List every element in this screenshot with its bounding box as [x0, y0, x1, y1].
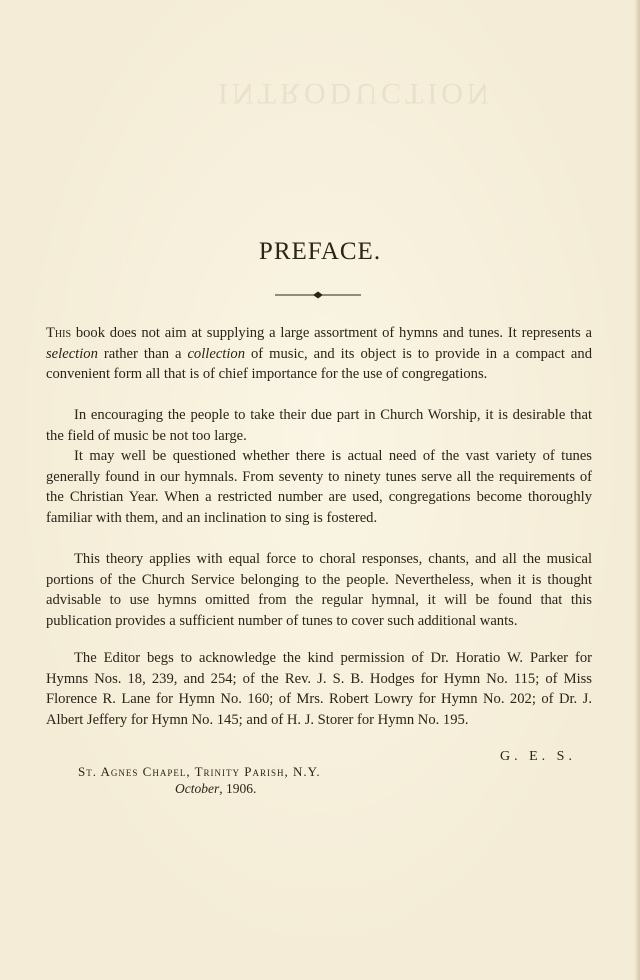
paragraph-1-part-c: of music, and its object is to provide in a compact and convenient form all that is of chief importance for the use of congregations.: [46, 345, 592, 382]
emphasis-selection: selection: [46, 345, 98, 362]
ornament-divider-icon: [275, 288, 361, 302]
page-edge-shadow: [634, 0, 640, 980]
bleed-through-heading: INTRODUCTION: [218, 77, 493, 110]
paragraph-3: It may well be questioned whether there is actual need of the vast variety of tunes generally found in our hymnals. From seventy to ninety tunes serve all the requirements of the Christian Year. When a restricted number are used, congregations become thoroughly familiar with them, and an inclination to sing is fostered.: [46, 448, 592, 526]
paragraph-1-part-b: rather than a: [97, 345, 188, 362]
paragraph-1: [46, 323, 592, 385]
signature-date-year: , 1906.: [219, 781, 257, 796]
emphasis-collection: collection: [187, 345, 245, 362]
signature-date: [175, 781, 256, 797]
paragraph-4: This theory applies with equal force to choral responses, chants, and all the musical portions of the Church Service belonging to the people. Nevertheless, when it is thought advisable to use hymns omitted from the regular hymnal, it will be found that this publication provides a sufficient number of tunes to cover such additional wants.: [46, 551, 592, 629]
paragraph-2: In encouraging the people to take their due part in Church Worship, it is desirable that the field of music be not too large.: [46, 407, 592, 444]
signature-initials: G. E. S.: [500, 749, 576, 764]
paragraph-1-part-a: book does not aim at supplying a large assortment of hymns and tunes. It represents a: [71, 325, 592, 341]
paragraph-5: The Editor begs to acknowledge the kind permission of Dr. Horatio W. Parker for Hymns Nos. 18, 239, and 254; of the Rev. J. S. B. Hodges for Hymn No. 115; of Miss Florence R. Lane for Hymn No. 160; of Mrs. Robert Lowry for Hymn No. 202; of Dr. J. Albert Jeffery for Hymn No. 145; and of H. J. Storer for Hymn No. 195.: [46, 650, 592, 728]
page-title: PREFACE.: [258, 238, 382, 265]
signature-date-month: October: [175, 781, 220, 796]
paragraph-1-first-word: This: [46, 325, 72, 341]
signature-place: St. Agnes Chapel, Trinity Parish, N.Y.: [78, 764, 321, 779]
